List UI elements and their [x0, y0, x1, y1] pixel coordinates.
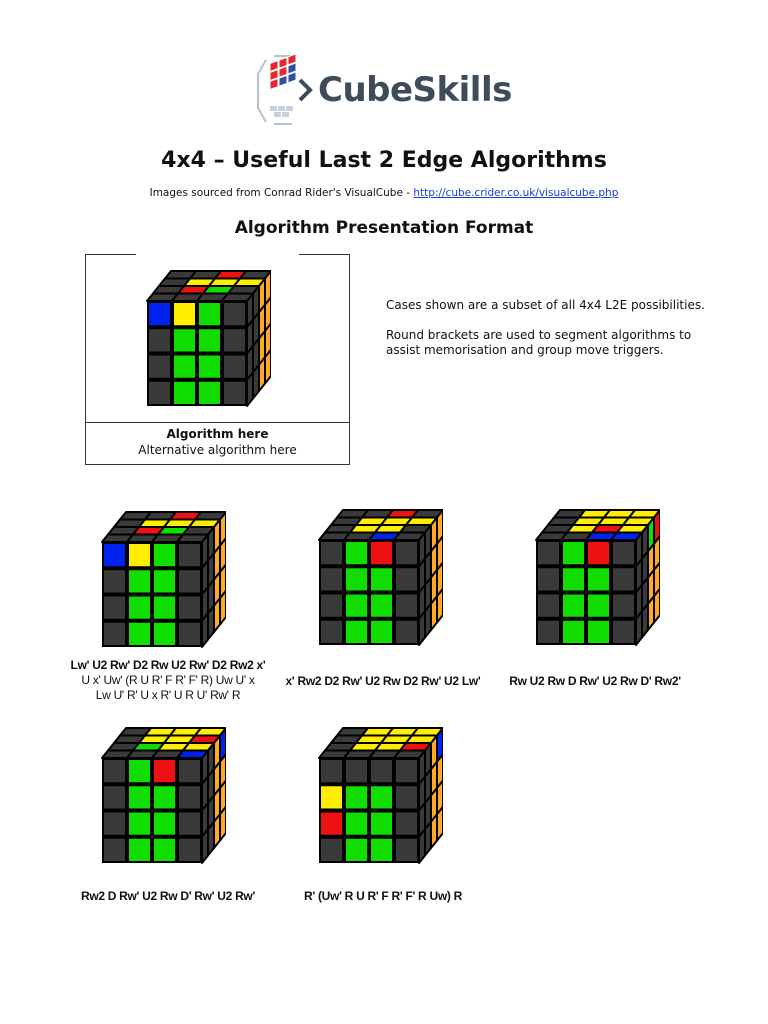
cube-sticker	[153, 596, 176, 620]
cube-sticker	[103, 838, 126, 862]
case-1-algorithms	[48, 658, 288, 703]
cube-sticker	[128, 785, 151, 809]
cube-sticker	[587, 541, 610, 565]
cube-sticker	[654, 589, 660, 623]
cube-sticker	[153, 812, 176, 836]
cube-sticker	[395, 620, 418, 644]
cube-sticker	[370, 838, 393, 862]
cube-sticker	[345, 541, 368, 565]
cube-sticker	[395, 785, 418, 809]
cube-sticker	[128, 569, 151, 593]
cube-sticker	[370, 812, 393, 836]
cube-sticker	[370, 541, 393, 565]
cube-sticker	[345, 785, 368, 809]
cube-sticker	[220, 591, 226, 625]
cube-sticker	[612, 541, 635, 565]
case-5-cube	[313, 720, 443, 869]
cube-sticker	[128, 759, 151, 783]
cube-sticker	[173, 302, 196, 326]
cube-sticker	[128, 543, 151, 567]
visualcube-link[interactable]: http://cube.crider.co.uk/visualcube.php	[413, 187, 619, 199]
cube-sticker	[128, 812, 151, 836]
cube-sticker	[562, 620, 585, 644]
case-4-primary: Rw2 D Rw' U2 Rw D' Rw' U2 Rw'	[80, 889, 256, 903]
cube-sticker	[153, 543, 176, 567]
cube-logo-icon	[252, 50, 316, 130]
cube-sticker	[370, 620, 393, 644]
image-credit	[0, 187, 768, 199]
cube-sticker	[320, 812, 343, 836]
cube-sticker	[320, 541, 343, 565]
case-1-alt-2: Lw U' R' U x R' U R U' Rw' R	[95, 688, 241, 702]
cube-sticker	[103, 569, 126, 593]
cube-sticker	[562, 567, 585, 591]
cube-sticker	[103, 785, 126, 809]
cube-sticker	[148, 381, 171, 405]
cube-sticker	[178, 543, 201, 567]
case-2-cube	[313, 502, 443, 651]
cube-sticker	[148, 355, 171, 379]
cube-sticker	[320, 785, 343, 809]
cube-sticker	[587, 594, 610, 618]
cube-sticker	[173, 381, 196, 405]
cube-sticker	[173, 355, 196, 379]
cube-sticker	[178, 759, 201, 783]
cube-sticker	[537, 594, 560, 618]
cube-sticker	[220, 807, 226, 841]
cube-sticker	[345, 812, 368, 836]
cube-sticker	[223, 328, 246, 352]
cube-sticker	[198, 302, 221, 326]
rubiks-cube-illustration	[313, 502, 443, 647]
cube-sticker	[370, 785, 393, 809]
cube-sticker	[320, 620, 343, 644]
logo-wordmark: CubeSkills	[318, 70, 512, 110]
cube-sticker	[345, 759, 368, 783]
cube-sticker	[370, 567, 393, 591]
case-5-primary: R' (Uw' R U R' F R' F' R Uw) R	[304, 889, 462, 903]
cube-sticker	[612, 567, 635, 591]
format-example-box	[85, 254, 350, 465]
cube-sticker	[437, 807, 443, 841]
cube-sticker	[345, 838, 368, 862]
cube-sticker	[153, 838, 176, 862]
cube-sticker	[223, 302, 246, 326]
cube-sticker	[612, 620, 635, 644]
cube-sticker	[198, 381, 221, 405]
cube-sticker	[103, 812, 126, 836]
cube-sticker	[395, 594, 418, 618]
case-3-primary: Rw U2 Rw D Rw' U2 Rw D' Rw2'	[509, 674, 681, 688]
note-subset: Cases shown are a subset of all 4x4 L2E possibilities.	[386, 298, 705, 312]
cube-sticker	[178, 622, 201, 646]
cube-sticker	[587, 620, 610, 644]
cube-sticker	[562, 541, 585, 565]
cube-sticker	[320, 759, 343, 783]
cube-sticker	[103, 759, 126, 783]
example-cube	[141, 263, 271, 412]
case-2-primary: x' Rw2 D2 Rw' U2 Rw D2 Rw' U2 Lw'	[285, 674, 481, 688]
cube-sticker	[562, 594, 585, 618]
cube-sticker	[345, 620, 368, 644]
cube-sticker	[173, 328, 196, 352]
cube-sticker	[395, 567, 418, 591]
cube-sticker	[395, 838, 418, 862]
cube-sticker	[153, 569, 176, 593]
cube-sticker	[345, 594, 368, 618]
cube-sticker	[537, 620, 560, 644]
page-title: 4x4 – Useful Last 2 Edge Algorithms	[161, 148, 607, 173]
note-brackets: Round brackets are used to segment algorithms to assist memorisation and group move triggers.	[386, 328, 692, 357]
cube-sticker	[320, 594, 343, 618]
format-notes	[386, 298, 726, 373]
cube-sticker	[345, 567, 368, 591]
cube-sticker	[103, 596, 126, 620]
cube-sticker	[395, 759, 418, 783]
box-divider	[86, 422, 349, 423]
case-4-cube	[96, 720, 226, 869]
rubiks-cube-illustration	[313, 720, 443, 865]
case-1-cube	[96, 504, 226, 653]
cube-sticker	[370, 594, 393, 618]
cube-sticker	[223, 355, 246, 379]
cube-sticker	[153, 622, 176, 646]
box-top-gap	[136, 253, 299, 257]
cube-sticker	[223, 381, 246, 405]
cube-sticker	[178, 812, 201, 836]
cubeskills-logo	[252, 50, 522, 130]
example-algorithm-label: Algorithm here	[166, 427, 269, 441]
cube-sticker	[437, 589, 443, 623]
cube-sticker	[198, 328, 221, 352]
cube-sticker	[103, 622, 126, 646]
cube-sticker	[537, 541, 560, 565]
cube-sticker	[128, 838, 151, 862]
cube-sticker	[395, 812, 418, 836]
cube-sticker	[320, 567, 343, 591]
cube-sticker	[265, 350, 271, 384]
credit-text: Images sourced from Conrad Rider's VisualCube -	[149, 187, 414, 199]
case-1-alt-1: U x' Uw' (R U R' F R' F' R) Uw U' x	[81, 673, 255, 687]
cube-sticker	[370, 759, 393, 783]
example-alternative-label: Alternative algorithm here	[138, 443, 297, 457]
rubiks-cube-illustration	[96, 504, 226, 649]
cube-sticker	[178, 785, 201, 809]
cube-sticker	[537, 567, 560, 591]
cube-sticker	[153, 785, 176, 809]
cube-sticker	[395, 541, 418, 565]
cube-sticker	[178, 596, 201, 620]
cube-sticker	[320, 838, 343, 862]
cube-sticker	[153, 759, 176, 783]
cube-sticker	[128, 622, 151, 646]
cube-sticker	[612, 594, 635, 618]
cube-sticker	[198, 355, 221, 379]
cube-sticker	[178, 838, 201, 862]
format-heading: Algorithm Presentation Format	[234, 218, 534, 238]
rubiks-cube-illustration	[96, 720, 226, 865]
cube-sticker	[587, 567, 610, 591]
cube-sticker	[148, 302, 171, 326]
case-3-cube	[530, 502, 660, 651]
rubiks-cube-illustration	[530, 502, 660, 647]
cube-sticker	[128, 596, 151, 620]
rubiks-cube-illustration	[141, 263, 271, 408]
cube-sticker	[103, 543, 126, 567]
case-1-primary: Lw' U2 Rw' D2 Rw U2 Rw' D2 Rw2 x'	[70, 658, 266, 672]
cube-sticker	[178, 569, 201, 593]
cube-sticker	[148, 328, 171, 352]
